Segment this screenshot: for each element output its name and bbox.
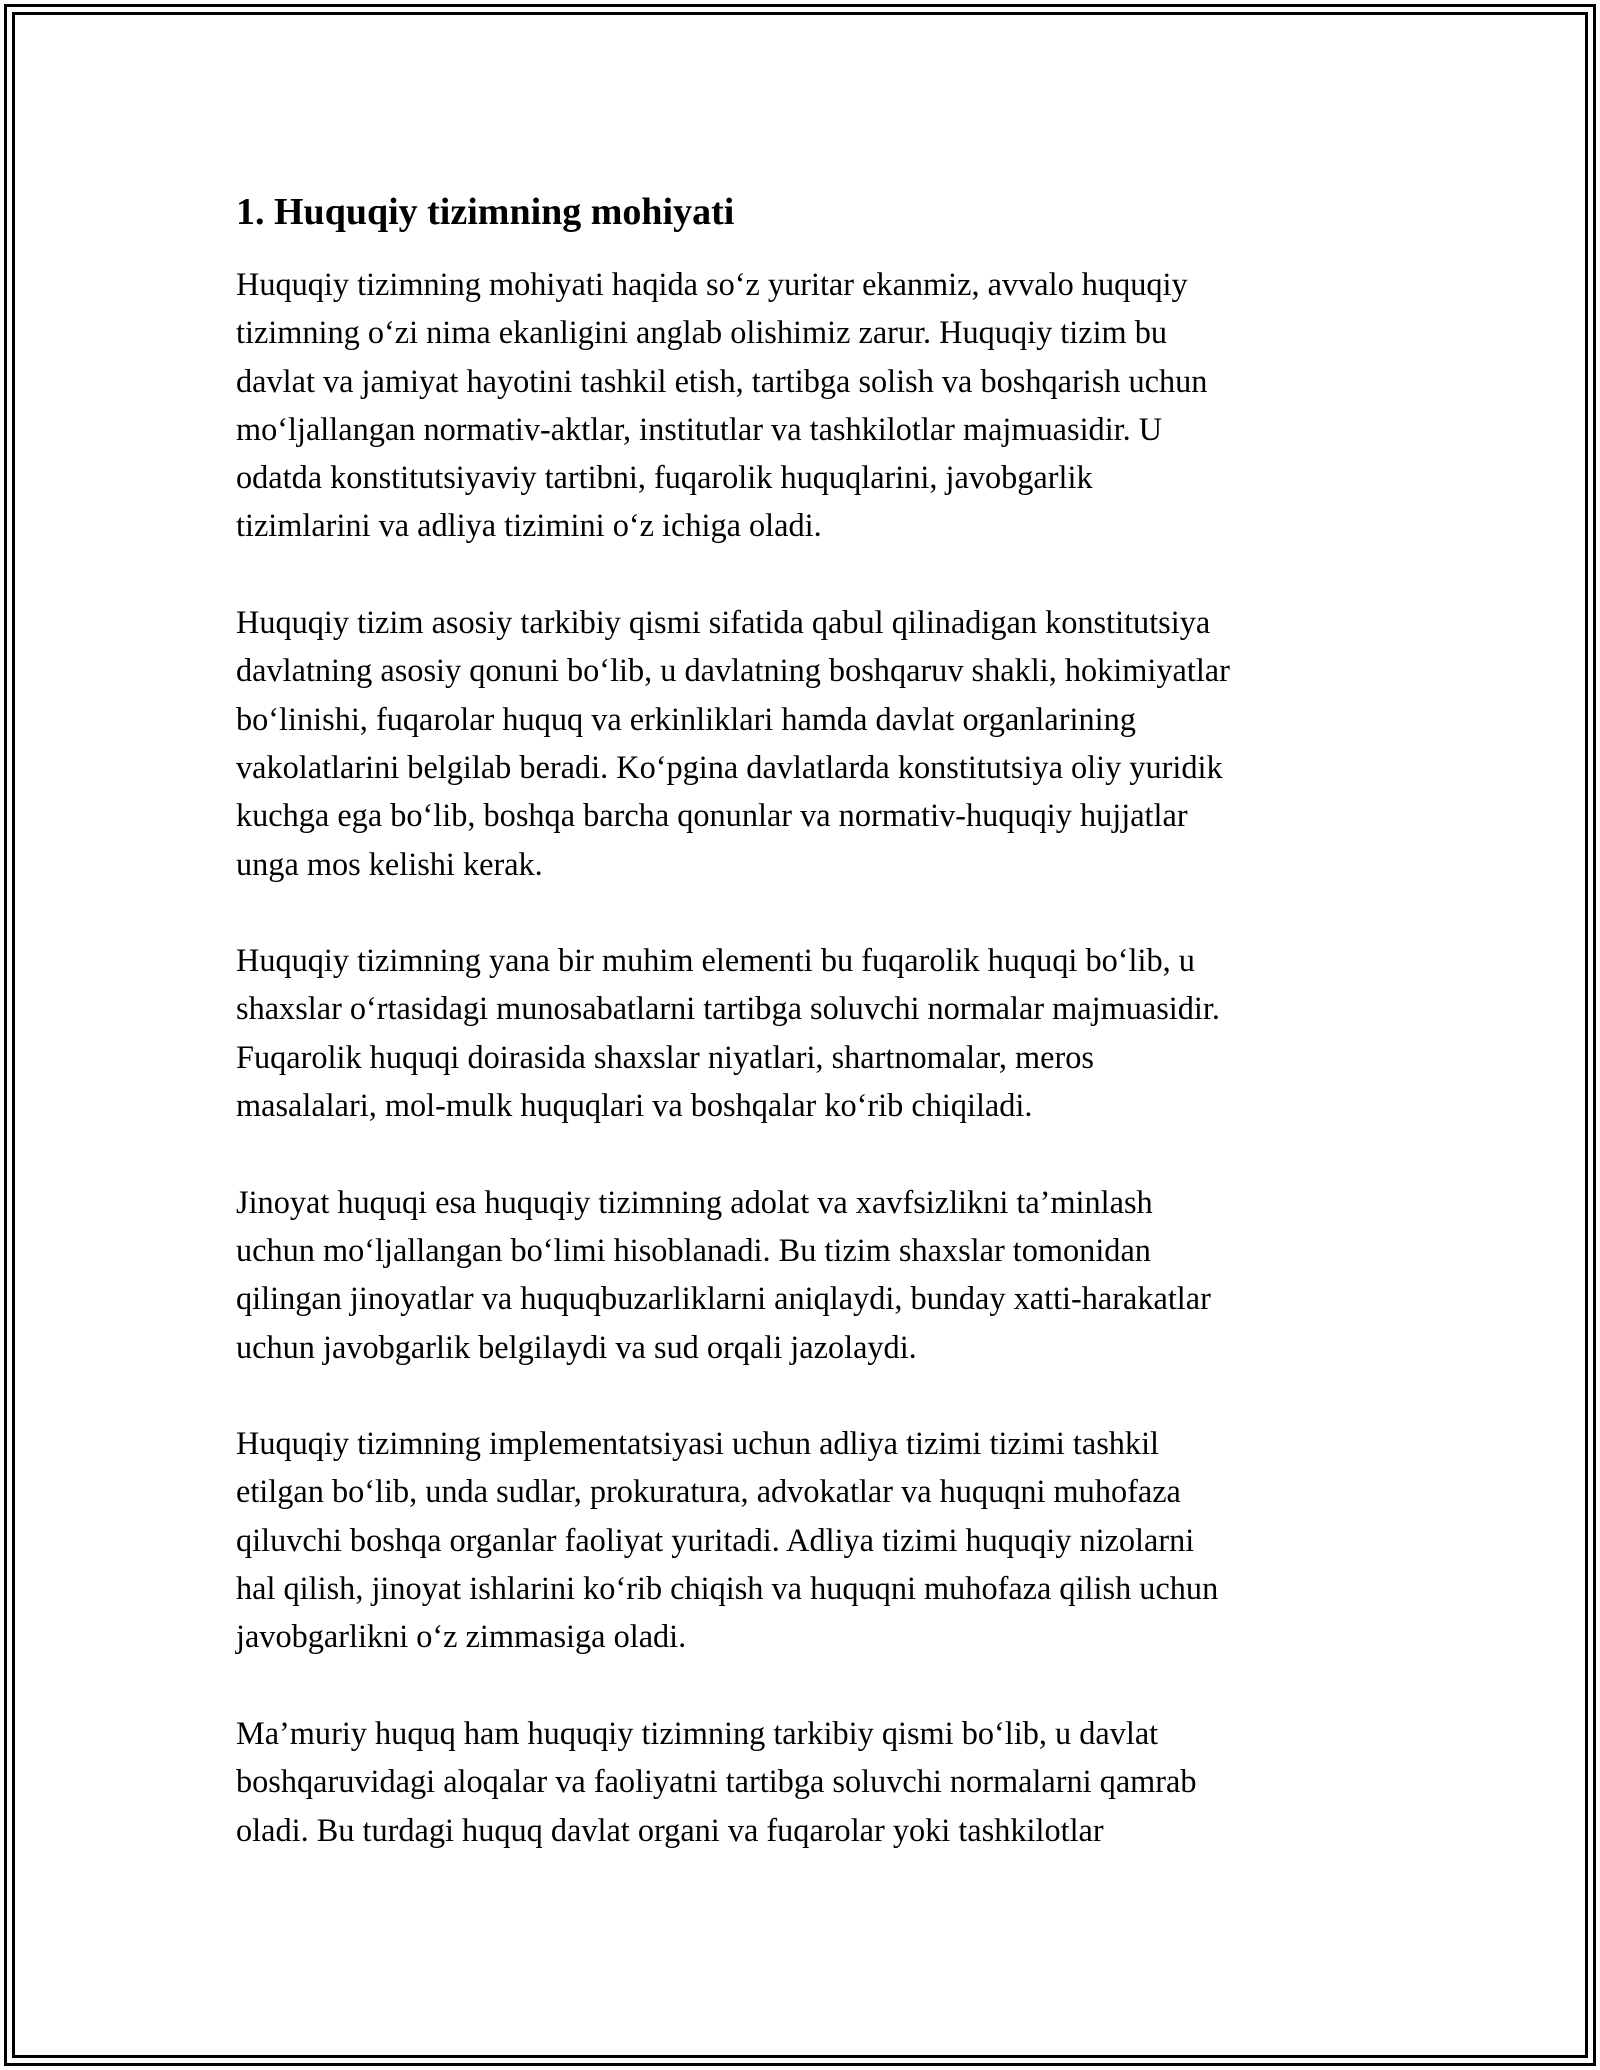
text-line: javobgarlikni o‘z zimmasiga oladi. xyxy=(236,1618,687,1655)
paragraph xyxy=(236,598,1386,888)
text-line: uchun mo‘ljallangan bo‘limi hisoblanadi. Bu tizim shaxslar tomonidan xyxy=(236,1231,1151,1268)
paragraph-list xyxy=(236,260,1386,1854)
text-line: shaxslar o‘rtasidagi munosabatlarni tartibga soluvchi normalar majmuasidir. xyxy=(236,990,1220,1027)
text-line: unga mos kelishi kerak. xyxy=(236,845,543,882)
text-line: davlat va jamiyat hayotini tashkil etish, tartibga solish va boshqarish uchun xyxy=(236,362,1208,399)
paragraph xyxy=(236,1178,1386,1371)
text-line: etilgan bo‘lib, unda sudlar, prokuratura, advokatlar va huquqni muhofaza xyxy=(236,1473,1181,1510)
text-line: Ma’muriy huquq ham huquqiy tizimning tarkibiy qismi bo‘lib, u davlat xyxy=(236,1714,1159,1751)
paragraph xyxy=(236,260,1386,550)
paragraph xyxy=(236,936,1386,1129)
text-line: masalalari, mol-mulk huquqlari va boshqalar ko‘rib chiqiladi. xyxy=(236,1087,1033,1124)
text-line: Huquqiy tizim asosiy tarkibiy qismi sifatida qabul qilinadigan konstitutsiya xyxy=(236,604,1211,641)
text-line: tizimning o‘zi nima ekanligini anglab olishimiz zarur. Huquqiy tizim bu xyxy=(236,314,1168,351)
text-line: qilingan jinoyatlar va huquqbuzarliklarni aniqlaydi, bunday xatti-harakatlar xyxy=(236,1280,1211,1317)
text-line: vakolatlarini belgilab beradi. Ko‘pgina davlatlarda konstitutsiya oliy yuridik xyxy=(236,748,1223,785)
text-line: odatda konstitutsiyaviy tartibni, fuqarolik huquqlarini, javobgarlik xyxy=(236,459,1093,496)
text-line: qiluvchi boshqa organlar faoliyat yuritadi. Adliya tizimi huquqiy nizolarni xyxy=(236,1521,1195,1558)
text-line: kuchga ega bo‘lib, boshqa barcha qonunlar va normativ-huquqiy hujjatlar xyxy=(236,797,1188,834)
text-line: Huquqiy tizimning yana bir muhim elementi bu fuqarolik huquqi bo‘lib, u xyxy=(236,942,1195,979)
paragraph xyxy=(236,1419,1386,1660)
text-line: Huquqiy tizimning implementatsiyasi uchun adliya tizimi tizimi tashkil xyxy=(236,1425,1160,1462)
text-line: boshqaruvidagi aloqalar va faoliyatni tartibga soluvchi normalarni qamrab xyxy=(236,1763,1197,1800)
text-line: uchun javobgarlik belgilaydi va sud orqali jazolaydi. xyxy=(236,1328,917,1365)
text-line: bo‘linishi, fuqarolar huquq va erkinliklari hamda davlat organlarining xyxy=(236,700,1136,737)
text-line: Huquqiy tizimning mohiyati haqida so‘z yuritar ekanmiz, avvalo huquqiy xyxy=(236,266,1188,302)
text-line: tizimlarini va adliya tizimini o‘z ichiga oladi. xyxy=(236,507,822,544)
paragraph xyxy=(236,1709,1386,1854)
document-body xyxy=(236,184,1386,1902)
text-line: oladi. Bu turdagi huquq davlat organi va fuqarolar yoki tashkilotlar xyxy=(236,1811,1104,1848)
text-line: hal qilish, jinoyat ishlarini ko‘rib chiqish va huquqni muhofaza qilish uchun xyxy=(236,1570,1219,1607)
section-heading: 1. Huquqiy tizimning mohiyati xyxy=(236,191,735,233)
text-line: mo‘ljallangan normativ-aktlar, institutlar va tashkilotlar majmuasidir. U xyxy=(236,410,1163,447)
text-line: Fuqarolik huquqi doirasida shaxslar niyatlari, shartnomalar, meros xyxy=(236,1038,1094,1075)
text-line: Jinoyat huquqi esa huquqiy tizimning adolat va xavfsizlikni ta’minlash xyxy=(236,1183,1153,1220)
text-line: davlatning asosiy qonuni bo‘lib, u davlatning boshqaruv shakli, hokimiyatlar xyxy=(236,652,1230,689)
